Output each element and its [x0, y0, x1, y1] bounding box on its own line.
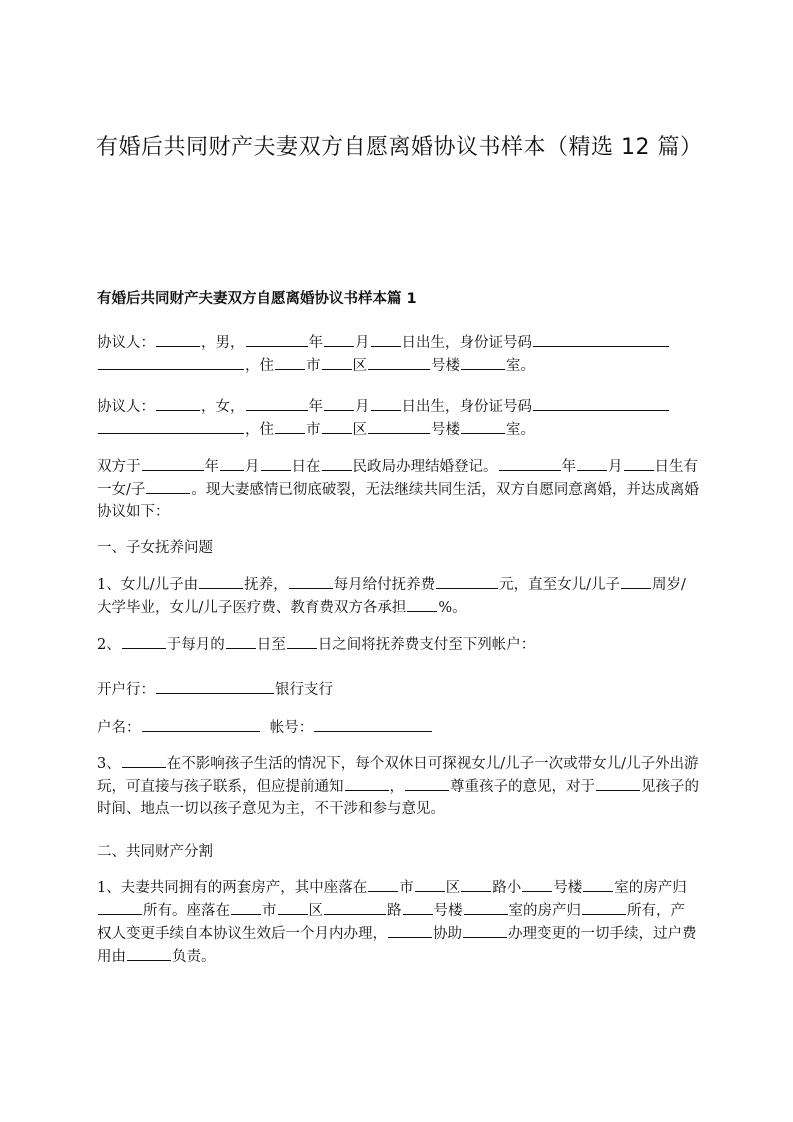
- text-fragment: 区: [352, 358, 367, 374]
- text-fragment: 路小: [492, 880, 522, 896]
- text-fragment: 区: [352, 422, 367, 438]
- blank-field: [464, 899, 508, 915]
- text-fragment: 日在: [291, 459, 321, 475]
- account-name-label: 户名：: [97, 720, 141, 736]
- blank-field: [142, 455, 204, 471]
- blank-field: [368, 354, 430, 370]
- item2-paragraph: [97, 633, 699, 656]
- blank-field: [596, 775, 640, 791]
- text-fragment: 室。: [506, 422, 535, 438]
- text-fragment: 负责。: [172, 949, 216, 965]
- text-fragment: 协助: [433, 926, 462, 942]
- blank-field: [461, 418, 505, 434]
- text-fragment: ，: [389, 779, 404, 795]
- blank-field: [287, 633, 317, 649]
- blank-field: [156, 678, 274, 694]
- text-fragment: 月: [355, 335, 370, 351]
- blank-field: [156, 395, 200, 411]
- item1-paragraph: [97, 573, 699, 619]
- blank-field: [122, 752, 166, 768]
- party1-paragraph: [97, 331, 699, 377]
- blank-field: [98, 418, 244, 434]
- blank-field: [324, 899, 386, 915]
- section-title-property: 二、共同财产分割: [97, 844, 213, 860]
- text-fragment: 双方于: [97, 459, 141, 475]
- blank-field: [621, 573, 651, 589]
- blank-field: [322, 418, 352, 434]
- blank-field: [261, 455, 291, 471]
- account-number-label: 帐号：: [269, 720, 314, 736]
- blank-field: [324, 395, 354, 411]
- blank-field: [278, 899, 308, 915]
- marriage-paragraph: [97, 455, 699, 523]
- text-fragment: 抚养，: [244, 577, 288, 593]
- blank-field: [403, 899, 433, 915]
- blank-field: [368, 418, 430, 434]
- blank-field: [231, 899, 261, 915]
- blank-field: [98, 354, 244, 370]
- text-fragment: 号楼: [431, 358, 460, 374]
- text-fragment: 月: [245, 459, 260, 475]
- blank-field: [371, 395, 401, 411]
- text-fragment: 号楼: [433, 903, 463, 919]
- blank-field: [122, 633, 166, 649]
- text-fragment: 月: [355, 399, 370, 415]
- text-fragment: ，住: [245, 358, 274, 374]
- text-fragment: 日生有一女/子: [97, 459, 698, 498]
- text-fragment: 市: [306, 422, 321, 438]
- blank-field: [220, 455, 244, 471]
- party-label: 协议人：: [97, 399, 155, 415]
- blank-field: [371, 331, 401, 347]
- blank-field: [324, 331, 354, 347]
- bank-label: 开户行：: [97, 682, 155, 698]
- blank-field: [577, 455, 607, 471]
- text-fragment: 日出生，身份证号码: [401, 335, 532, 351]
- blank-field: [246, 331, 308, 347]
- blank-field: [146, 478, 190, 494]
- blank-field: [407, 596, 437, 612]
- blank-field: [624, 455, 654, 471]
- text-fragment: 区: [445, 880, 461, 896]
- text-fragment: 尊重孩子的意见，对于: [450, 779, 595, 795]
- text-fragment: 所有。座落在: [143, 903, 230, 919]
- item3-paragraph: [97, 752, 699, 820]
- text-fragment: 每月给付抚养费: [333, 577, 436, 593]
- text-fragment: 室。: [506, 358, 535, 374]
- blank-field: [142, 716, 260, 732]
- text-fragment: ，男，: [201, 335, 245, 351]
- text-fragment: 月: [608, 459, 623, 475]
- text-fragment: 号楼: [431, 422, 460, 438]
- document-title: 有婚后共同财产夫妻双方自愿离婚协议书样本（精选 12 篇）: [96, 135, 703, 160]
- text-fragment: 3、: [97, 756, 121, 772]
- blank-field: [127, 945, 171, 961]
- text-fragment: 所有，产权人变更手续自本协议生效后一个月内办理，: [97, 903, 685, 942]
- section-heading: 有婚后共同财产夫妻双方自愿离婚协议书样本篇 1: [97, 291, 417, 307]
- text-fragment: 号楼: [553, 880, 583, 896]
- account-line: [97, 716, 699, 739]
- text-fragment: ，住: [245, 422, 274, 438]
- blank-field: [322, 354, 352, 370]
- text-fragment: 。现大妻感情已彻底破裂，无法继续共同生活，双方自愿同意离婚，并达成离婚协议如下：: [97, 482, 699, 520]
- party2-paragraph: [97, 395, 699, 441]
- blank-field: [275, 354, 305, 370]
- blank-field: [522, 876, 552, 892]
- text-fragment: 市: [262, 903, 277, 919]
- blank-field: [463, 922, 507, 938]
- blank-field: [246, 395, 308, 411]
- text-fragment: 见孩子的时间、地点一切以孩子意见为主，不干涉和参与意见。: [97, 779, 699, 817]
- text-fragment: 市: [306, 358, 321, 374]
- text-fragment: 1、夫妻共同拥有的两套房产，其中座落在: [97, 880, 368, 896]
- blank-field: [499, 455, 561, 471]
- party-label: 协议人：: [97, 335, 155, 351]
- text-fragment: 路: [387, 903, 402, 919]
- blank-field: [345, 775, 389, 791]
- text-fragment: 元，直至女儿/儿子: [499, 577, 621, 593]
- blank-field: [368, 876, 398, 892]
- text-fragment: 周岁/大学毕业，女儿/儿子医疗费、教育费双方各承担: [97, 577, 686, 616]
- text-fragment: 民政局办理结婚登记。: [352, 459, 498, 475]
- blank-field: [199, 573, 243, 589]
- blank-field: [275, 418, 305, 434]
- blank-field: [314, 716, 432, 732]
- text-fragment: 年: [561, 459, 576, 475]
- blank-field: [461, 354, 505, 370]
- text-fragment: 于每月的: [166, 637, 225, 653]
- text-fragment: 银行支行: [275, 682, 333, 698]
- text-fragment: 1、女儿/儿子由: [97, 577, 199, 593]
- property-paragraph: [97, 876, 699, 968]
- text-fragment: 年: [204, 459, 219, 475]
- blank-field: [436, 573, 498, 589]
- blank-field: [289, 573, 333, 589]
- blank-field: [322, 455, 352, 471]
- text-fragment: 在不影响孩子生活的情况下，每个双休日可探视女儿/儿子一次或带女儿/儿子外出游玩，可直接与孩子联系，但应提前通知: [97, 756, 699, 795]
- blank-field: [461, 876, 491, 892]
- text-fragment: 日至: [256, 637, 286, 653]
- text-fragment: %。: [438, 600, 467, 616]
- blank-field: [415, 876, 445, 892]
- text-fragment: 2、: [97, 637, 121, 653]
- blank-field: [226, 633, 256, 649]
- text-fragment: 区: [308, 903, 323, 919]
- blank-field: [98, 899, 142, 915]
- text-fragment: 年: [308, 399, 323, 415]
- blank-field: [388, 922, 432, 938]
- text-fragment: 日出生，身份证号码: [401, 399, 532, 415]
- blank-field: [533, 395, 669, 411]
- text-fragment: 室的房产归: [508, 903, 581, 919]
- blank-field: [156, 331, 200, 347]
- blank-field: [405, 775, 449, 791]
- bank-line: [97, 678, 699, 701]
- text-fragment: ，女，: [201, 399, 245, 415]
- text-fragment: 年: [308, 335, 323, 351]
- text-fragment: 市: [399, 880, 414, 896]
- blank-field: [583, 876, 613, 892]
- text-fragment: 日之间将抚养费支付至下列帐户：: [317, 637, 536, 653]
- blank-field: [582, 899, 626, 915]
- blank-field: [533, 331, 669, 347]
- text-fragment: 室的房产归: [614, 880, 687, 896]
- section-title-child-custody: 一、子女抚养问题: [97, 540, 213, 556]
- text-fragment: 办理变更的一切手续，过户费用由: [97, 926, 697, 965]
